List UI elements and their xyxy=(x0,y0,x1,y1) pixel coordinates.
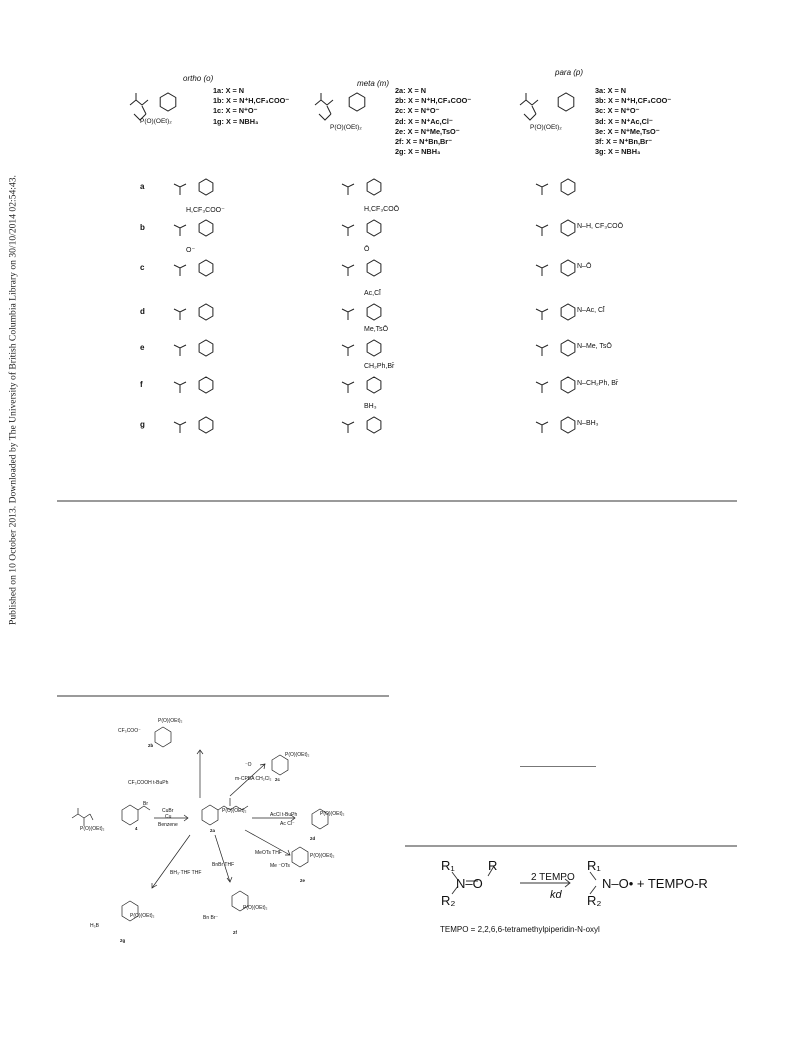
product-phosphonate: P(O)(OEt)₂ xyxy=(158,718,183,724)
center-phosphonate: P(O)(OEt)₂ xyxy=(222,808,247,814)
ortho-phosphonate: P(O)(OEt)₂ xyxy=(140,118,172,125)
label-3c: 3c: X = N⁺O⁻ xyxy=(595,106,640,116)
label-2b: 2b: X = N⁺H,CF₃COO⁻ xyxy=(395,96,472,106)
download-sidebar xyxy=(2,140,24,660)
product-counterion: ⁻O xyxy=(245,762,252,768)
reagent-4: 4 xyxy=(135,826,138,831)
label-1a: 1a: X = N xyxy=(213,86,245,95)
product-counterion: Bn Br⁻ xyxy=(203,915,219,921)
product-counterion: Ac Cl⁻ xyxy=(280,821,295,827)
tempo-footnote: TEMPO = 2,2,6,6-tetramethylpiperidin-N-oxyl xyxy=(440,925,600,934)
label-3b: 3b: X = N⁺H,CF₃COO⁻ xyxy=(595,96,672,106)
arrow-top: CuBr xyxy=(162,808,174,814)
label-3e: 3e: X = N⁺Me,TsO⁻ xyxy=(595,126,660,136)
product-2g: 2g xyxy=(120,938,126,943)
divider-rule xyxy=(57,500,737,502)
product-conditions: CF₃COOH t-BuPh xyxy=(128,780,169,786)
para-substituent: N–Me, TsŌ xyxy=(577,343,612,350)
row-label: e xyxy=(140,343,145,352)
arrow-bottom: Benzene xyxy=(158,822,178,828)
compound-2a: 2a xyxy=(210,828,215,833)
product-phosphonate: P(O)(OEt)₂ xyxy=(310,853,335,859)
rate-constant: kd xyxy=(550,889,562,901)
ortho-substituent: H,CF₃COO⁻ xyxy=(186,207,225,214)
ortho-substituent: O⁻ xyxy=(186,247,196,254)
arrow-mid: Cu xyxy=(165,814,172,820)
meta-substituent: Ac,Cl̄ xyxy=(364,290,381,297)
meta-substituent: BH₃ xyxy=(364,403,377,410)
product-conditions: BH₃·THF THF xyxy=(170,870,202,876)
ortho-label-list xyxy=(213,86,289,127)
label-2a: 2a: X = N xyxy=(395,86,427,95)
product-phosphonate: P(O)(OEt)₂ xyxy=(130,913,155,919)
label-2d: 2d: X = N⁺Ac,Cl⁻ xyxy=(395,116,453,126)
r1-label: R₁ xyxy=(441,858,455,873)
row-label: b xyxy=(140,223,145,232)
header-ortho: ortho (o) xyxy=(183,74,214,83)
label-2e: 2e: X = N⁺Me,TsO⁻ xyxy=(395,126,460,136)
label-3a: 3a: X = N xyxy=(595,86,627,95)
product-phosphonate: P(O)(OEt)₂ xyxy=(320,811,345,817)
meta-substituent: Ō xyxy=(364,246,370,253)
para-substituent: N–Ō xyxy=(577,263,592,270)
meta-substituent: CH₂Ph,Br̄ xyxy=(364,363,395,370)
product-2c: 2c xyxy=(275,777,280,782)
row-label: g xyxy=(140,420,145,429)
label-2c: 2c: X = N⁺O⁻ xyxy=(395,106,440,116)
product-conditions: m-CPBA CH₂Cl₂ xyxy=(235,776,272,782)
product-conditions: BnBr THF xyxy=(212,862,235,868)
product-r2: R₂ xyxy=(587,893,602,908)
meta-label-list xyxy=(395,86,471,157)
product-phosphonate: P(O)(OEt)₂ xyxy=(285,752,310,758)
product-2e: 2e xyxy=(300,878,305,883)
label-3f: 3f: X = N⁺Bn,Br⁻ xyxy=(595,137,652,147)
label-2g: 2g: X = NBH₃ xyxy=(395,147,441,157)
para-substituent: N–Ac, Cl̄ xyxy=(577,307,605,314)
label-1c: 1c: X = N⁺O⁻ xyxy=(213,106,258,116)
row-label: c xyxy=(140,263,145,272)
r2-label: R₂ xyxy=(441,893,456,908)
header-meta: meta (m) xyxy=(357,79,389,88)
start-phosphonate: P(O)(OEt)₂ xyxy=(80,826,105,832)
meta-substituent: Me,TsŌ xyxy=(364,326,389,333)
download-notice: Published on 10 October 2013. Downloaded by The University of British Columbia Library on 30/10/2014 02:54:43. xyxy=(7,175,19,625)
row-label: d xyxy=(140,307,145,316)
meta-substituent: H,CF₃COŌ xyxy=(364,206,400,213)
para-substituent: N–H, CF₃COŌ xyxy=(577,223,624,230)
product-conditions: MeOTs THF xyxy=(255,850,282,856)
product-2d: 2d xyxy=(310,836,316,841)
nitrogen-label: N–O xyxy=(456,876,483,891)
reagent-br: Br xyxy=(143,801,148,807)
header-para: para (p) xyxy=(555,68,584,77)
divider-rule xyxy=(405,845,737,847)
label-2f: 2f: X = N⁺Bn,Br⁻ xyxy=(395,137,452,147)
synthesis-scheme xyxy=(60,710,390,970)
divider-rule xyxy=(57,695,389,697)
product-text: N–O• + TEMPO-R xyxy=(602,876,708,891)
row-label: f xyxy=(140,380,143,389)
label-1g: 1g: X = NBH₃ xyxy=(213,116,259,126)
para-substituent: N–BH₃ xyxy=(577,420,599,427)
product-counterion: H₃B xyxy=(90,923,99,929)
product-2b: 2b xyxy=(148,743,154,748)
product-phosphonate: P(O)(OEt)₂ xyxy=(243,905,268,911)
divider-rule xyxy=(520,766,596,767)
label-3g: 3g: X = NBH₃ xyxy=(595,147,641,157)
arrow-top-text: 2 TEMPO xyxy=(531,872,575,883)
para-substituent: N–CH₂Ph, Br̄ xyxy=(577,380,619,387)
para-phosphonate: P(O)(OEt)₂ xyxy=(530,124,562,131)
para-label-list xyxy=(595,86,671,157)
product-conditions: AcCl t-BuPh xyxy=(270,812,298,818)
meta-phosphonate: P(O)(OEt)₂ xyxy=(330,124,362,131)
product-counterion: Me ⁻OTs xyxy=(270,863,290,869)
product-counterion: CF₃COO⁻ xyxy=(118,728,141,734)
r-label: R xyxy=(488,858,498,873)
label-1b: 1b: X = N⁺H,CF₃COO⁻ xyxy=(213,96,290,106)
label-3d: 3d: X = N⁺Ac,Cl⁻ xyxy=(595,116,653,126)
product-2f: 2f xyxy=(233,930,237,935)
row-label: a xyxy=(140,182,145,191)
product-r1: R₁ xyxy=(587,858,601,873)
